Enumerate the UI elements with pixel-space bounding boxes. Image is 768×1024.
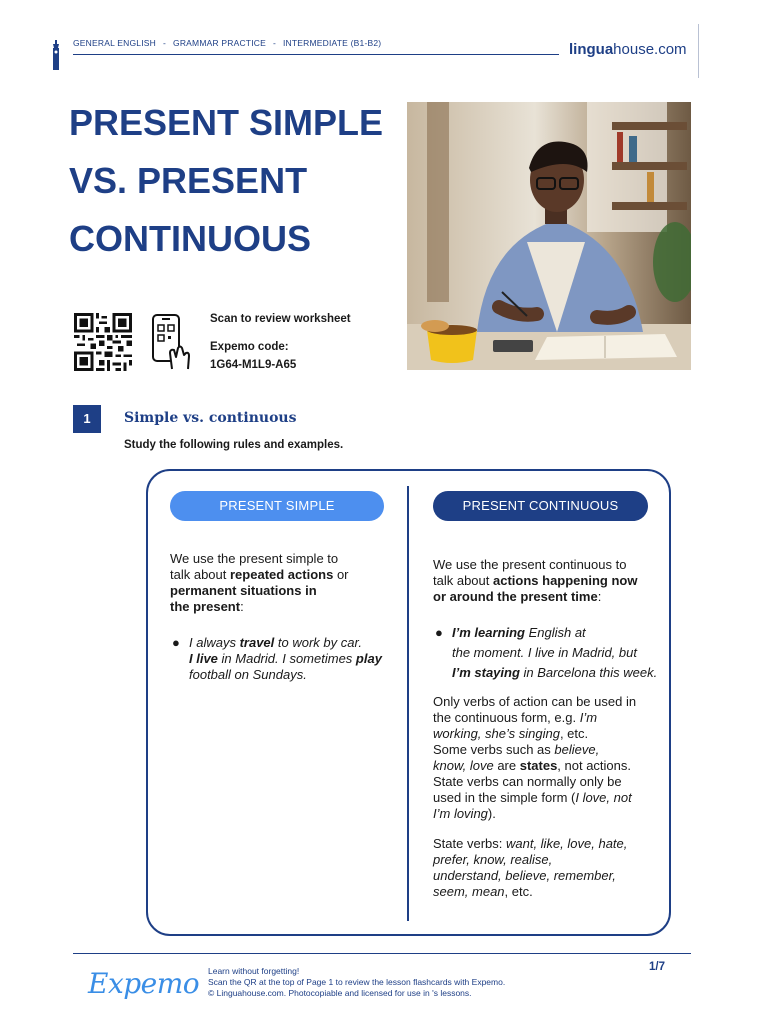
text-segment: football on Sundays. xyxy=(189,667,307,682)
text-line xyxy=(452,623,657,643)
breadcrumb-separator: - xyxy=(272,38,276,48)
text-segment: used in the simple form ( xyxy=(433,790,576,805)
qr-code[interactable] xyxy=(73,313,133,371)
text-segment: permanent situations in xyxy=(170,583,317,598)
present-continuous-heading: PRESENT CONTINUOUS xyxy=(433,491,648,521)
text-segment: We use the present continuous to xyxy=(433,557,627,572)
action-verbs-note xyxy=(433,694,659,822)
text-segment: play xyxy=(355,651,382,666)
text-line xyxy=(452,663,657,683)
text-segment: , etc. xyxy=(559,726,589,741)
text-segment: are xyxy=(493,758,520,773)
text-line xyxy=(433,774,659,790)
text-segment: states xyxy=(519,758,558,773)
text-segment: understand, believe, remember, xyxy=(433,868,616,883)
text-line xyxy=(433,852,659,868)
linguahouse-logo[interactable] xyxy=(569,41,687,58)
text-line xyxy=(433,868,659,884)
logo-rest-part: house.com xyxy=(613,41,687,58)
text-line xyxy=(433,758,659,774)
text-line xyxy=(433,573,659,589)
text-segment: or around the present time xyxy=(433,589,598,604)
footer-rule xyxy=(73,953,691,954)
text-segment: : xyxy=(240,599,244,614)
continuous-rule xyxy=(433,557,659,605)
text-segment: : xyxy=(597,589,602,604)
text-line xyxy=(452,643,657,663)
text-segment: State verbs can normally only be xyxy=(433,774,622,789)
text-line xyxy=(433,589,659,605)
text-segment: the present xyxy=(170,599,241,614)
text-segment: travel xyxy=(239,635,275,650)
bullet-dot: ● xyxy=(435,625,443,640)
logo-bold-part: lingua xyxy=(569,41,614,58)
text-segment: State verbs: xyxy=(433,836,506,851)
header-divider xyxy=(698,24,699,78)
footer-copyright: © Linguahouse.com. Photocopiable and licensed for use in 's lessons. xyxy=(208,988,472,998)
breadcrumb-topic: GRAMMAR PRACTICE xyxy=(173,38,266,48)
text-segment: to work by car. xyxy=(274,635,362,650)
header-rule xyxy=(73,54,559,55)
text-segment: I love, not xyxy=(575,790,632,805)
present-simple-heading: PRESENT SIMPLE xyxy=(170,491,384,521)
text-line xyxy=(433,694,659,710)
text-segment: want, like, love, hate, xyxy=(505,836,628,851)
text-segment: Some verbs such as xyxy=(433,742,555,757)
text-segment: in Madrid. I sometimes xyxy=(217,651,356,666)
text-line xyxy=(189,651,382,667)
text-segment: the continuous form, e.g. xyxy=(433,710,580,725)
text-line xyxy=(170,599,395,615)
breadcrumb-grade: INTERMEDIATE (B1-B2) xyxy=(283,38,382,48)
text-line xyxy=(433,806,659,822)
text-line xyxy=(433,884,659,900)
text-segment: English at xyxy=(524,625,586,640)
text-segment: Only verbs of action can be used in xyxy=(433,694,637,709)
breadcrumb-level: GENERAL ENGLISH xyxy=(73,38,156,48)
page-header xyxy=(0,0,768,80)
text-segment: I’m staying xyxy=(452,665,520,680)
title-line: PRESENT SIMPLE xyxy=(69,102,384,143)
text-segment: , not actions. xyxy=(557,758,632,773)
text-line xyxy=(170,551,395,567)
text-segment: believe, xyxy=(554,742,600,757)
section-number: 1 xyxy=(73,405,101,433)
scan-info xyxy=(210,312,351,372)
phone-qr-icon xyxy=(150,313,192,371)
text-line xyxy=(433,790,659,806)
footer-text xyxy=(208,966,505,999)
page-number: 1/7 xyxy=(649,961,665,973)
expemo-code: 1G64-M1L9-A65 xyxy=(210,359,297,371)
footer-tagline: Learn without forgetting! xyxy=(208,966,300,976)
text-line xyxy=(433,557,659,573)
text-segment: seem, mean xyxy=(433,884,505,899)
text-line xyxy=(170,583,395,599)
expemo-code-label: Expemo code: xyxy=(210,341,289,353)
text-segment: I always xyxy=(189,635,240,650)
text-segment: ). xyxy=(487,806,496,821)
page-title xyxy=(69,94,409,268)
tower-icon xyxy=(50,40,62,70)
text-line xyxy=(433,726,659,742)
state-verbs-list xyxy=(433,836,659,900)
title-line: CONTINUOUS xyxy=(69,218,311,259)
breadcrumb-separator: - xyxy=(163,38,167,48)
text-line xyxy=(189,635,382,651)
continuous-example-text xyxy=(452,623,657,683)
text-line xyxy=(433,836,659,852)
scan-label: Scan to review worksheet xyxy=(210,313,351,325)
text-line xyxy=(433,742,659,758)
section-instruction: Study the following rules and examples. xyxy=(124,439,344,451)
expemo-logo[interactable]: Expemo xyxy=(88,967,200,1000)
text-segment: the moment. I live in Madrid, but xyxy=(452,645,637,660)
text-segment: know, love xyxy=(433,758,494,773)
text-segment: in Barcelona this week. xyxy=(519,665,658,680)
section-title: Simple vs. continuous xyxy=(124,410,297,426)
text-segment: , etc. xyxy=(504,884,533,899)
text-segment: actions happening now xyxy=(493,573,638,588)
text-segment: I’m learning xyxy=(452,625,525,640)
column-divider xyxy=(407,486,409,921)
text-segment: prefer, know, realise, xyxy=(433,852,553,867)
text-segment: We use the present simple to xyxy=(170,551,339,566)
bullet-dot: ● xyxy=(172,635,180,650)
text-line xyxy=(433,710,659,726)
simple-example-text xyxy=(189,635,382,683)
footer-instruction: Scan the QR at the top of Page 1 to review the lesson flashcards with Expemo. xyxy=(208,977,506,987)
student-writing-photo xyxy=(407,102,691,370)
title-line: VS. PRESENT xyxy=(69,160,308,201)
text-segment: I’m loving xyxy=(433,806,488,821)
text-line xyxy=(189,667,382,683)
breadcrumb xyxy=(73,38,381,48)
text-segment: or xyxy=(333,567,349,582)
text-segment: talk about xyxy=(433,573,493,588)
text-segment: working, she’s singing xyxy=(433,726,560,741)
simple-rule xyxy=(170,551,395,615)
text-line xyxy=(170,567,395,583)
text-segment: I live xyxy=(189,651,218,666)
text-segment: talk about xyxy=(170,567,230,582)
text-segment: I’m xyxy=(579,710,598,725)
text-segment: repeated actions xyxy=(230,567,334,582)
